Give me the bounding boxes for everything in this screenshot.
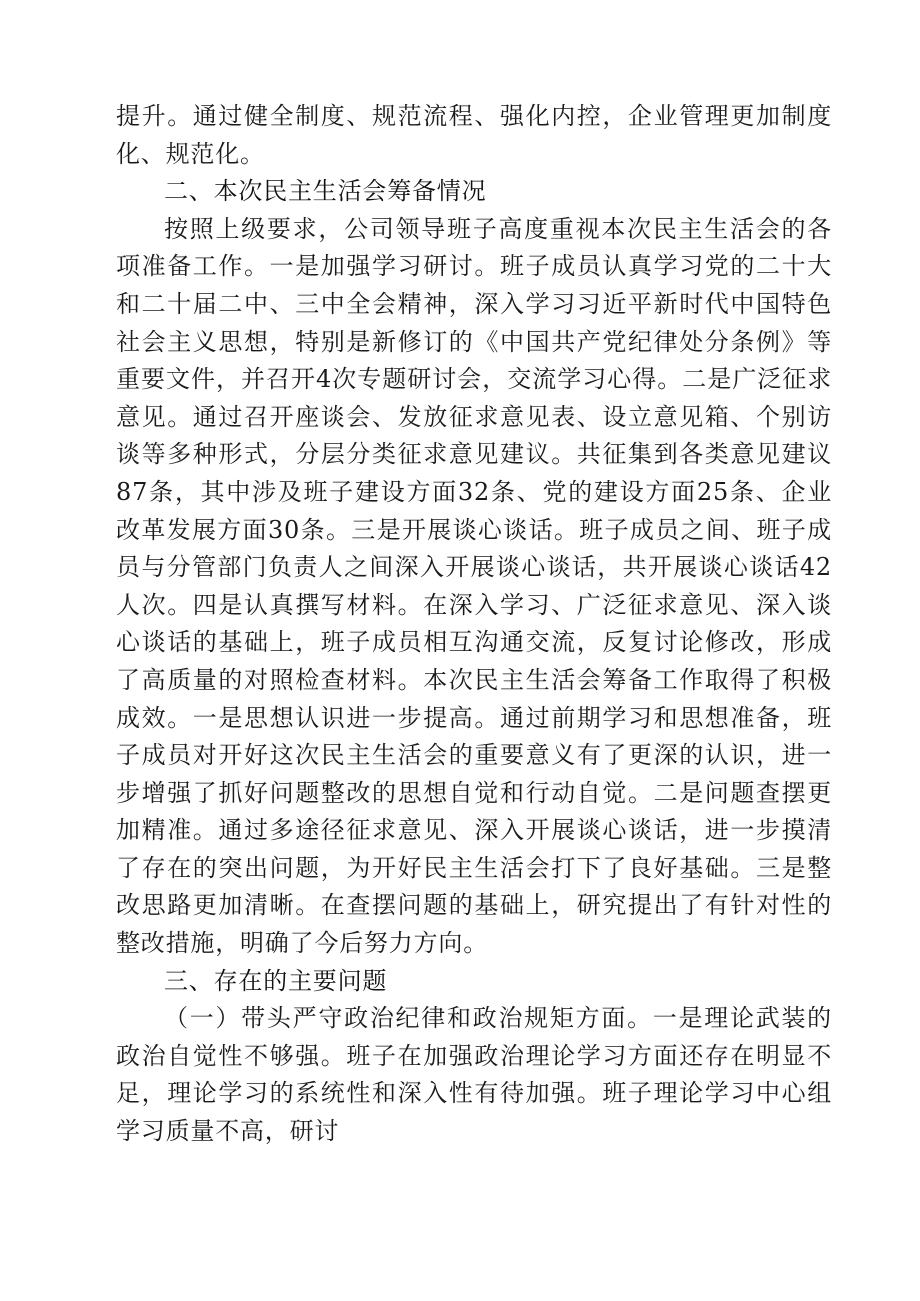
preparation-paragraph: 按照上级要求，公司领导班子高度重视本次民主生活会的各项准备工作。一是加强学习研讨。班子成员认真学习党的二十大和二十届二中、三中全会精神，深入学习习近平新时代中国特色社会主义思想，特别是新修订的《中国共产党纪律处分条例》等重要文件，并召开4次专题研讨会，交流学习心得。二是广泛征求意见。通过召开座谈会、发放征求意见表、设立意见箱、个别访谈等多种形式，分层分类征求意见建议。共征集到各类意见建议87条，其中涉及班子建设方面32条、党的建设方面25条、企业改革发展方面30条。三是开展谈心谈话。班子成员之间、班子成员与分管部门负责人之间深入开展谈心谈话，共开展谈心谈话42人次。四是认真撰写材料。在深入学习、广泛征求意见、深入谈心谈话的基础上，班子成员相互沟通交流，反复讨论修改，形成了高质量的对照检查材料。本次民主生活会筹备工作取得了积极成效。一是思想认识进一步提高。通过前期学习和思想准备，班子成员对开好这次民主生活会的重要意义有了更深的认识，进一步增强了抓好问题整改的思想自觉和行动自觉。二是问题查摆更加精准。通过多途径征求意见、深入开展谈心谈话，进一步摸清了存在的突出问题，为开好民主生活会打下了良好基础。三是整改思路更加清晰。在查摆问题的基础上，研究提出了有针对性的整改措施，明确了今后努力方向。 xyxy=(116,214,832,958)
section-heading-preparation: 二、本次民主生活会筹备情况 xyxy=(164,177,487,206)
continuation-paragraph: 提升。通过健全制度、规范流程、强化内控，企业管理更加制度化、规范化。 xyxy=(116,102,832,168)
document-page xyxy=(116,98,832,1151)
problems-paragraph: （一）带头严守政治纪律和政治规矩方面。一是理论武装的政治自觉性不够强。班子在加强政治理论学习方面还存在明显不足，理论学习的系统性和深入性有待加强。班子理论学习中心组学习质量不高，研讨 xyxy=(116,1004,832,1146)
section-heading-problems: 三、存在的主要问题 xyxy=(164,966,388,995)
